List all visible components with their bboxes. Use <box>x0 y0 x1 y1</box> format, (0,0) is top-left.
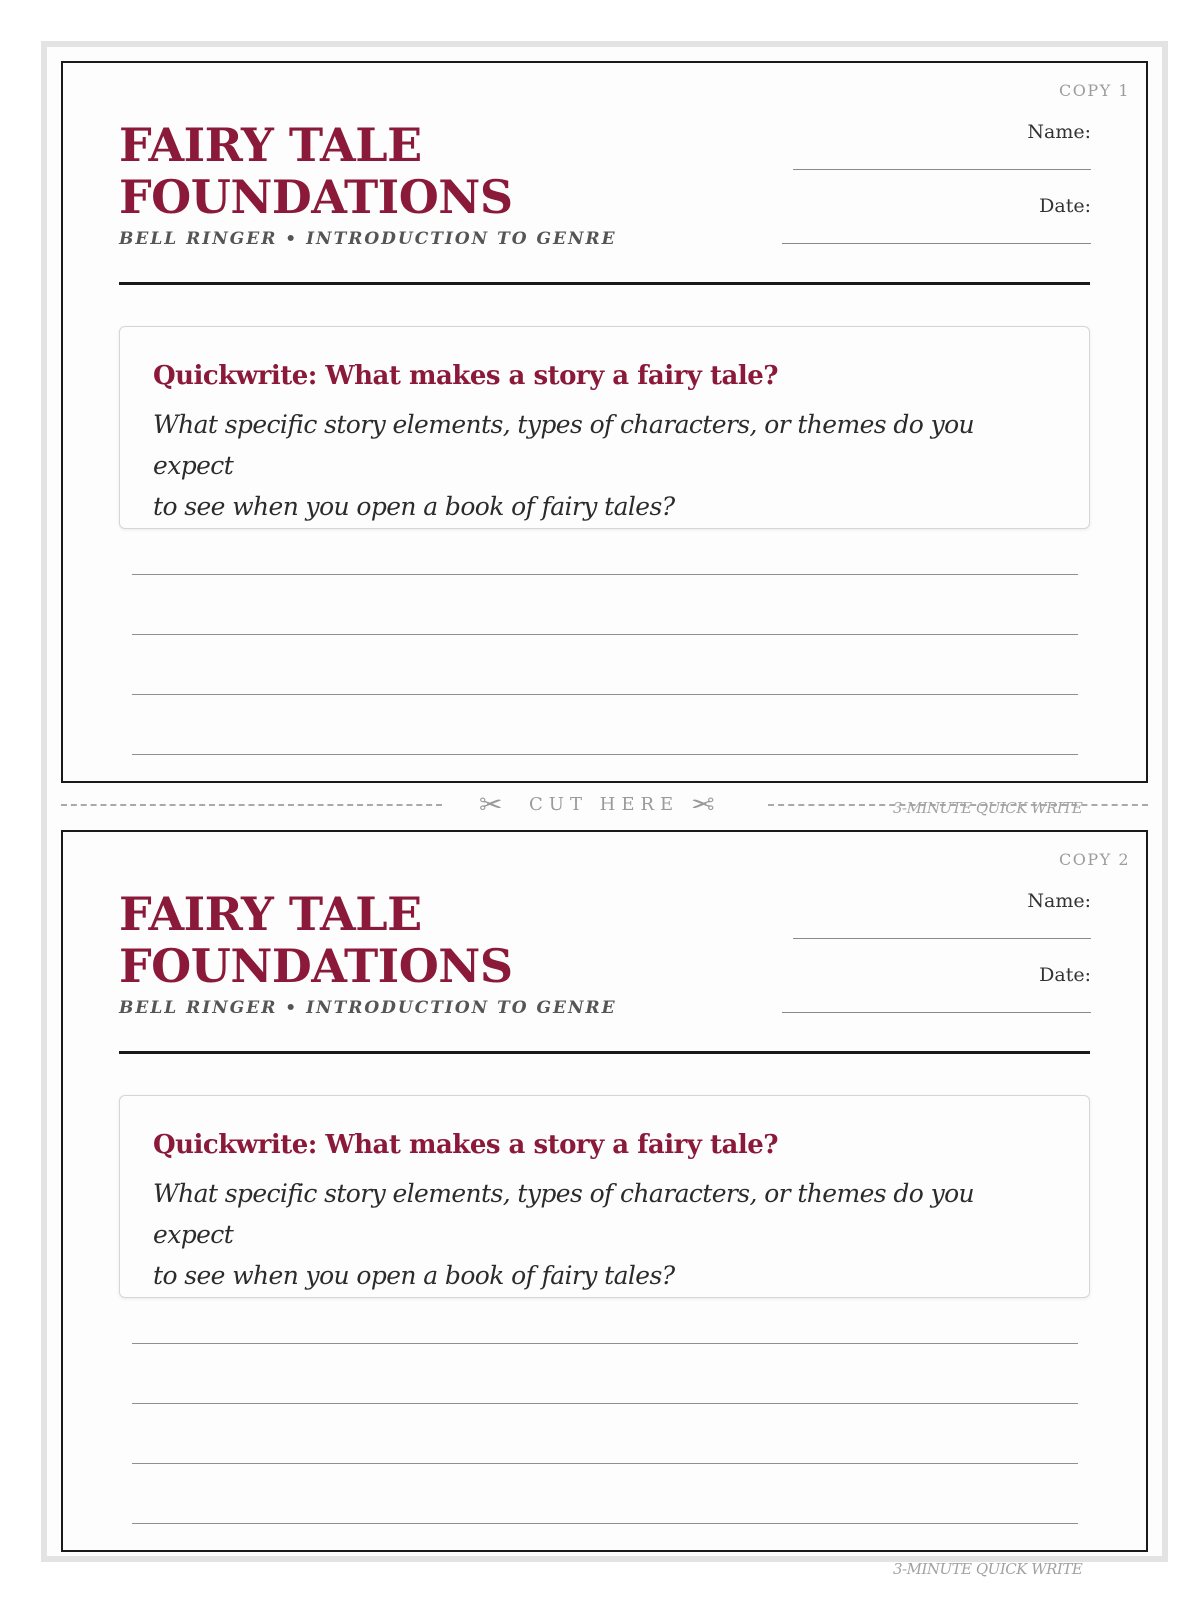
date-label: Date: <box>1039 964 1091 986</box>
date-field-line <box>782 1012 1091 1013</box>
writing-line <box>132 1403 1078 1404</box>
writing-line <box>132 574 1078 575</box>
worksheet-card-copy-1 <box>61 61 1148 783</box>
name-label: Name: <box>1027 890 1091 912</box>
scissors-icon: ✂ <box>691 788 715 821</box>
worksheet-title <box>119 119 513 223</box>
header-divider <box>119 282 1090 285</box>
scissors-icon: ✂ <box>479 788 503 821</box>
title-line-2: FOUNDATIONS <box>119 170 513 224</box>
writing-line <box>132 1523 1078 1524</box>
name-field-line <box>793 169 1091 170</box>
prompt-heading: Quickwrite: What makes a story a fairy tale? <box>153 361 778 391</box>
header-divider <box>119 1051 1090 1054</box>
prompt-text <box>153 404 1057 527</box>
writing-line <box>132 1343 1078 1344</box>
date-field-line <box>782 243 1091 244</box>
name-label: Name: <box>1027 121 1091 143</box>
prompt-text-line-1: What specific story elements, types of characters, or themes do you expect <box>153 1179 975 1249</box>
title-line-1: FAIRY TALE <box>119 118 422 172</box>
footer-note: 3-MINUTE QUICK WRITE <box>893 1560 1083 1578</box>
writing-line <box>132 634 1078 635</box>
worksheet-card-copy-2 <box>61 830 1148 1552</box>
date-label: Date: <box>1039 195 1091 217</box>
copy-label: COPY 1 <box>1059 81 1130 100</box>
title-line-2: FOUNDATIONS <box>119 939 513 993</box>
cut-dashed-line-left <box>61 804 442 806</box>
name-field-line <box>793 938 1091 939</box>
prompt-text-line-2: to see when you open a book of fairy tales? <box>153 1261 675 1290</box>
worksheet-subtitle: BELL RINGER • INTRODUCTION TO GENRE <box>119 998 617 1018</box>
cut-here-label: CUT HERE <box>529 794 680 815</box>
prompt-text-line-2: to see when you open a book of fairy tales? <box>153 492 675 521</box>
prompt-text <box>153 1173 1057 1296</box>
footer-note: 3-MINUTE QUICK WRITE <box>893 799 1083 817</box>
prompt-box <box>119 1095 1090 1298</box>
prompt-box <box>119 326 1090 529</box>
writing-line <box>132 1463 1078 1464</box>
copy-label: COPY 2 <box>1059 850 1130 869</box>
writing-line <box>132 754 1078 755</box>
worksheet-title <box>119 888 513 992</box>
writing-line <box>132 694 1078 695</box>
worksheet-subtitle: BELL RINGER • INTRODUCTION TO GENRE <box>119 229 617 249</box>
prompt-heading: Quickwrite: What makes a story a fairy tale? <box>153 1130 778 1160</box>
title-line-1: FAIRY TALE <box>119 887 422 941</box>
prompt-text-line-1: What specific story elements, types of characters, or themes do you expect <box>153 410 975 480</box>
